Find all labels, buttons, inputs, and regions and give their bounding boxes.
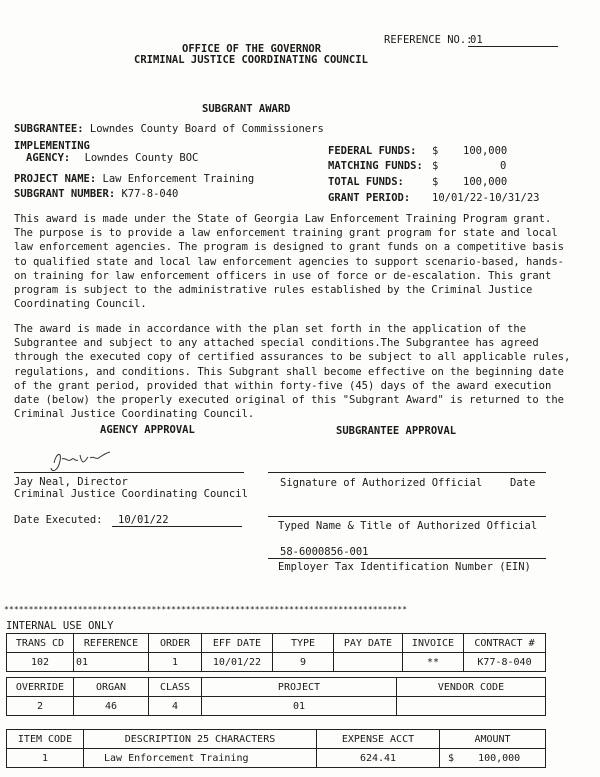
subgrant-number-value: K77-8-040 <box>121 188 179 200</box>
table-header-cell: ORDER <box>149 634 202 653</box>
table-header-row <box>7 678 546 697</box>
table-cell: 1 <box>7 749 84 768</box>
date-executed-label: Date Executed: <box>14 514 103 526</box>
internal-table-2 <box>6 677 546 716</box>
table-cell: 4 <box>149 697 202 716</box>
total-funds-value: 100,000 <box>463 176 508 188</box>
table-header-cell: REFERENCE <box>74 634 149 653</box>
table-cell: Law Enforcement Training <box>84 749 317 768</box>
award-heading: SUBGRANT AWARD <box>202 103 291 115</box>
table-header-cell: EFF DATE <box>202 634 273 653</box>
grant-period-label: GRANT PERIOD: <box>328 192 411 204</box>
table-cell: 10/01/22 <box>202 653 273 672</box>
implementing-label: IMPLEMENTING <box>14 140 90 152</box>
table-header-cell: TRANS CD <box>7 634 74 653</box>
reference-value: 01 <box>470 34 483 46</box>
paragraph-1: This award is made under the State of Georgia Law Enforcement Training Program grant. The purpose is to provide a law enforcement training grant program for state and local law enforcement agencies. The program is designed to grant funds on a competitive basis to qualified state and local law enforcement agencies to support scenario-based, hands-on training for law enforcement officers in use of force or de-escalation. This grant program is subject to the administrative rules established by the Criminal Justice Coordinating Council. <box>14 213 564 311</box>
table-header-row <box>7 730 546 749</box>
subgrant-number-row <box>14 188 178 200</box>
amount-currency: $ <box>448 752 455 764</box>
internal-table-1 <box>6 633 546 672</box>
table-header-cell: ITEM CODE <box>7 730 84 749</box>
table-header-cell: OVERRIDE <box>7 678 74 697</box>
table-cell <box>397 697 546 716</box>
table-header-row <box>7 634 546 653</box>
project-label: PROJECT NAME: <box>14 173 97 185</box>
total-funds-label: TOTAL FUNDS: <box>328 176 404 188</box>
agency-approval-heading: AGENCY APPROVAL <box>100 424 195 436</box>
table-cell: 01 <box>202 697 397 716</box>
signer-name: Jay Neal, Director <box>14 476 128 488</box>
typed-name-label: Typed Name & Title of Authorized Official <box>278 520 538 532</box>
agency-label: AGENCY: <box>26 152 71 164</box>
table-row <box>7 697 546 716</box>
federal-funds-currency: $ <box>432 145 439 157</box>
reference-label: REFERENCE NO.: <box>384 34 473 46</box>
amount-value: 100,000 <box>478 752 521 764</box>
table-header-cell: VENDOR CODE <box>397 678 546 697</box>
header-title-line1: OFFICE OF THE GOVERNOR <box>182 43 322 55</box>
table-header-cell: INVOICE <box>403 634 464 653</box>
table-row <box>7 749 546 768</box>
table-cell: K77-8-040 <box>464 653 546 672</box>
table-header-cell: CONTRACT # <box>464 634 546 653</box>
table-cell <box>334 653 403 672</box>
table-cell: 9 <box>273 653 334 672</box>
table-cell: 624.41 <box>317 749 440 768</box>
date-executed-underline <box>112 526 242 527</box>
federal-funds-value: 100,000 <box>463 145 508 157</box>
table-cell: 46 <box>74 697 149 716</box>
table-cell: 01 <box>74 653 149 672</box>
subgrantee-label: SUBGRANTEE: <box>14 123 84 135</box>
project-value: Law Enforcement Training <box>102 173 255 185</box>
subgrantee-value: Lowndes County Board of Commissioners <box>89 123 324 135</box>
internal-use-label: INTERNAL USE ONLY <box>6 620 114 632</box>
typed-name-line <box>268 516 546 517</box>
table-header-cell: ORGAN <box>74 678 149 697</box>
project-row <box>14 173 254 185</box>
table-header-cell: PAY DATE <box>334 634 403 653</box>
table-cell: ** <box>403 653 464 672</box>
subgrantee-row <box>14 123 324 135</box>
table-cell: 2 <box>7 697 74 716</box>
table-row <box>7 653 546 672</box>
signature-official-label: Signature of Authorized Official <box>280 477 483 489</box>
table-cell: 1 <box>149 653 202 672</box>
ein-value: 58-6000856-001 <box>280 546 369 558</box>
header-title-line2: CRIMINAL JUSTICE COORDINATING COUNCIL <box>134 54 368 66</box>
agency-row <box>26 152 198 164</box>
reference-underline <box>468 46 558 47</box>
table-header-cell: PROJECT <box>202 678 397 697</box>
date-executed-value: 10/01/22 <box>118 514 169 526</box>
ein-line <box>268 558 546 559</box>
signer-org: Criminal Justice Coordinating Council <box>14 488 248 500</box>
paragraph-2: The award is made in accordance with the plan set forth in the application of the Subgrantee and subject to any attached special conditions.The Subgrantee has agreed through the executed copy of certified assurances to be subject to all applicable rules, regulations, and conditions. This Subgrant shall become effective on the beginning date of the grant period, provided that within forty-five (45) days of the award execution date (below) the properly executed original of this "Subgrant Award" is returned to the Criminal Justice Coordinating Council. <box>14 323 571 421</box>
matching-funds-value: 0 <box>500 160 507 172</box>
table-header-cell: EXPENSE ACCT <box>317 730 440 749</box>
table-header-cell: DESCRIPTION 25 CHARACTERS <box>84 730 317 749</box>
table-header-cell: AMOUNT <box>440 730 546 749</box>
matching-funds-currency: $ <box>432 160 439 172</box>
table-cell: 102 <box>7 653 74 672</box>
matching-funds-label: MATCHING FUNDS: <box>328 160 423 172</box>
ein-label: Employer Tax Identification Number (EIN) <box>278 561 531 573</box>
official-signature-line <box>268 472 546 473</box>
agency-value: Lowndes County BOC <box>84 152 199 164</box>
total-funds-currency: $ <box>432 176 439 188</box>
table-header-cell: TYPE <box>273 634 334 653</box>
table-header-cell: CLASS <box>149 678 202 697</box>
subgrant-number-label: SUBGRANT NUMBER: <box>14 188 116 200</box>
signature-date-label: Date <box>510 477 536 489</box>
stars-divider: ********************************************************************************** <box>4 605 408 614</box>
internal-table-3 <box>6 729 546 768</box>
agency-signature-line <box>14 472 244 473</box>
grant-period-value: 10/01/22-10/31/23 <box>432 192 540 204</box>
federal-funds-label: FEDERAL FUNDS: <box>328 145 417 157</box>
table-cell-amount <box>440 749 546 768</box>
subgrantee-approval-heading: SUBGRANTEE APPROVAL <box>336 425 457 437</box>
